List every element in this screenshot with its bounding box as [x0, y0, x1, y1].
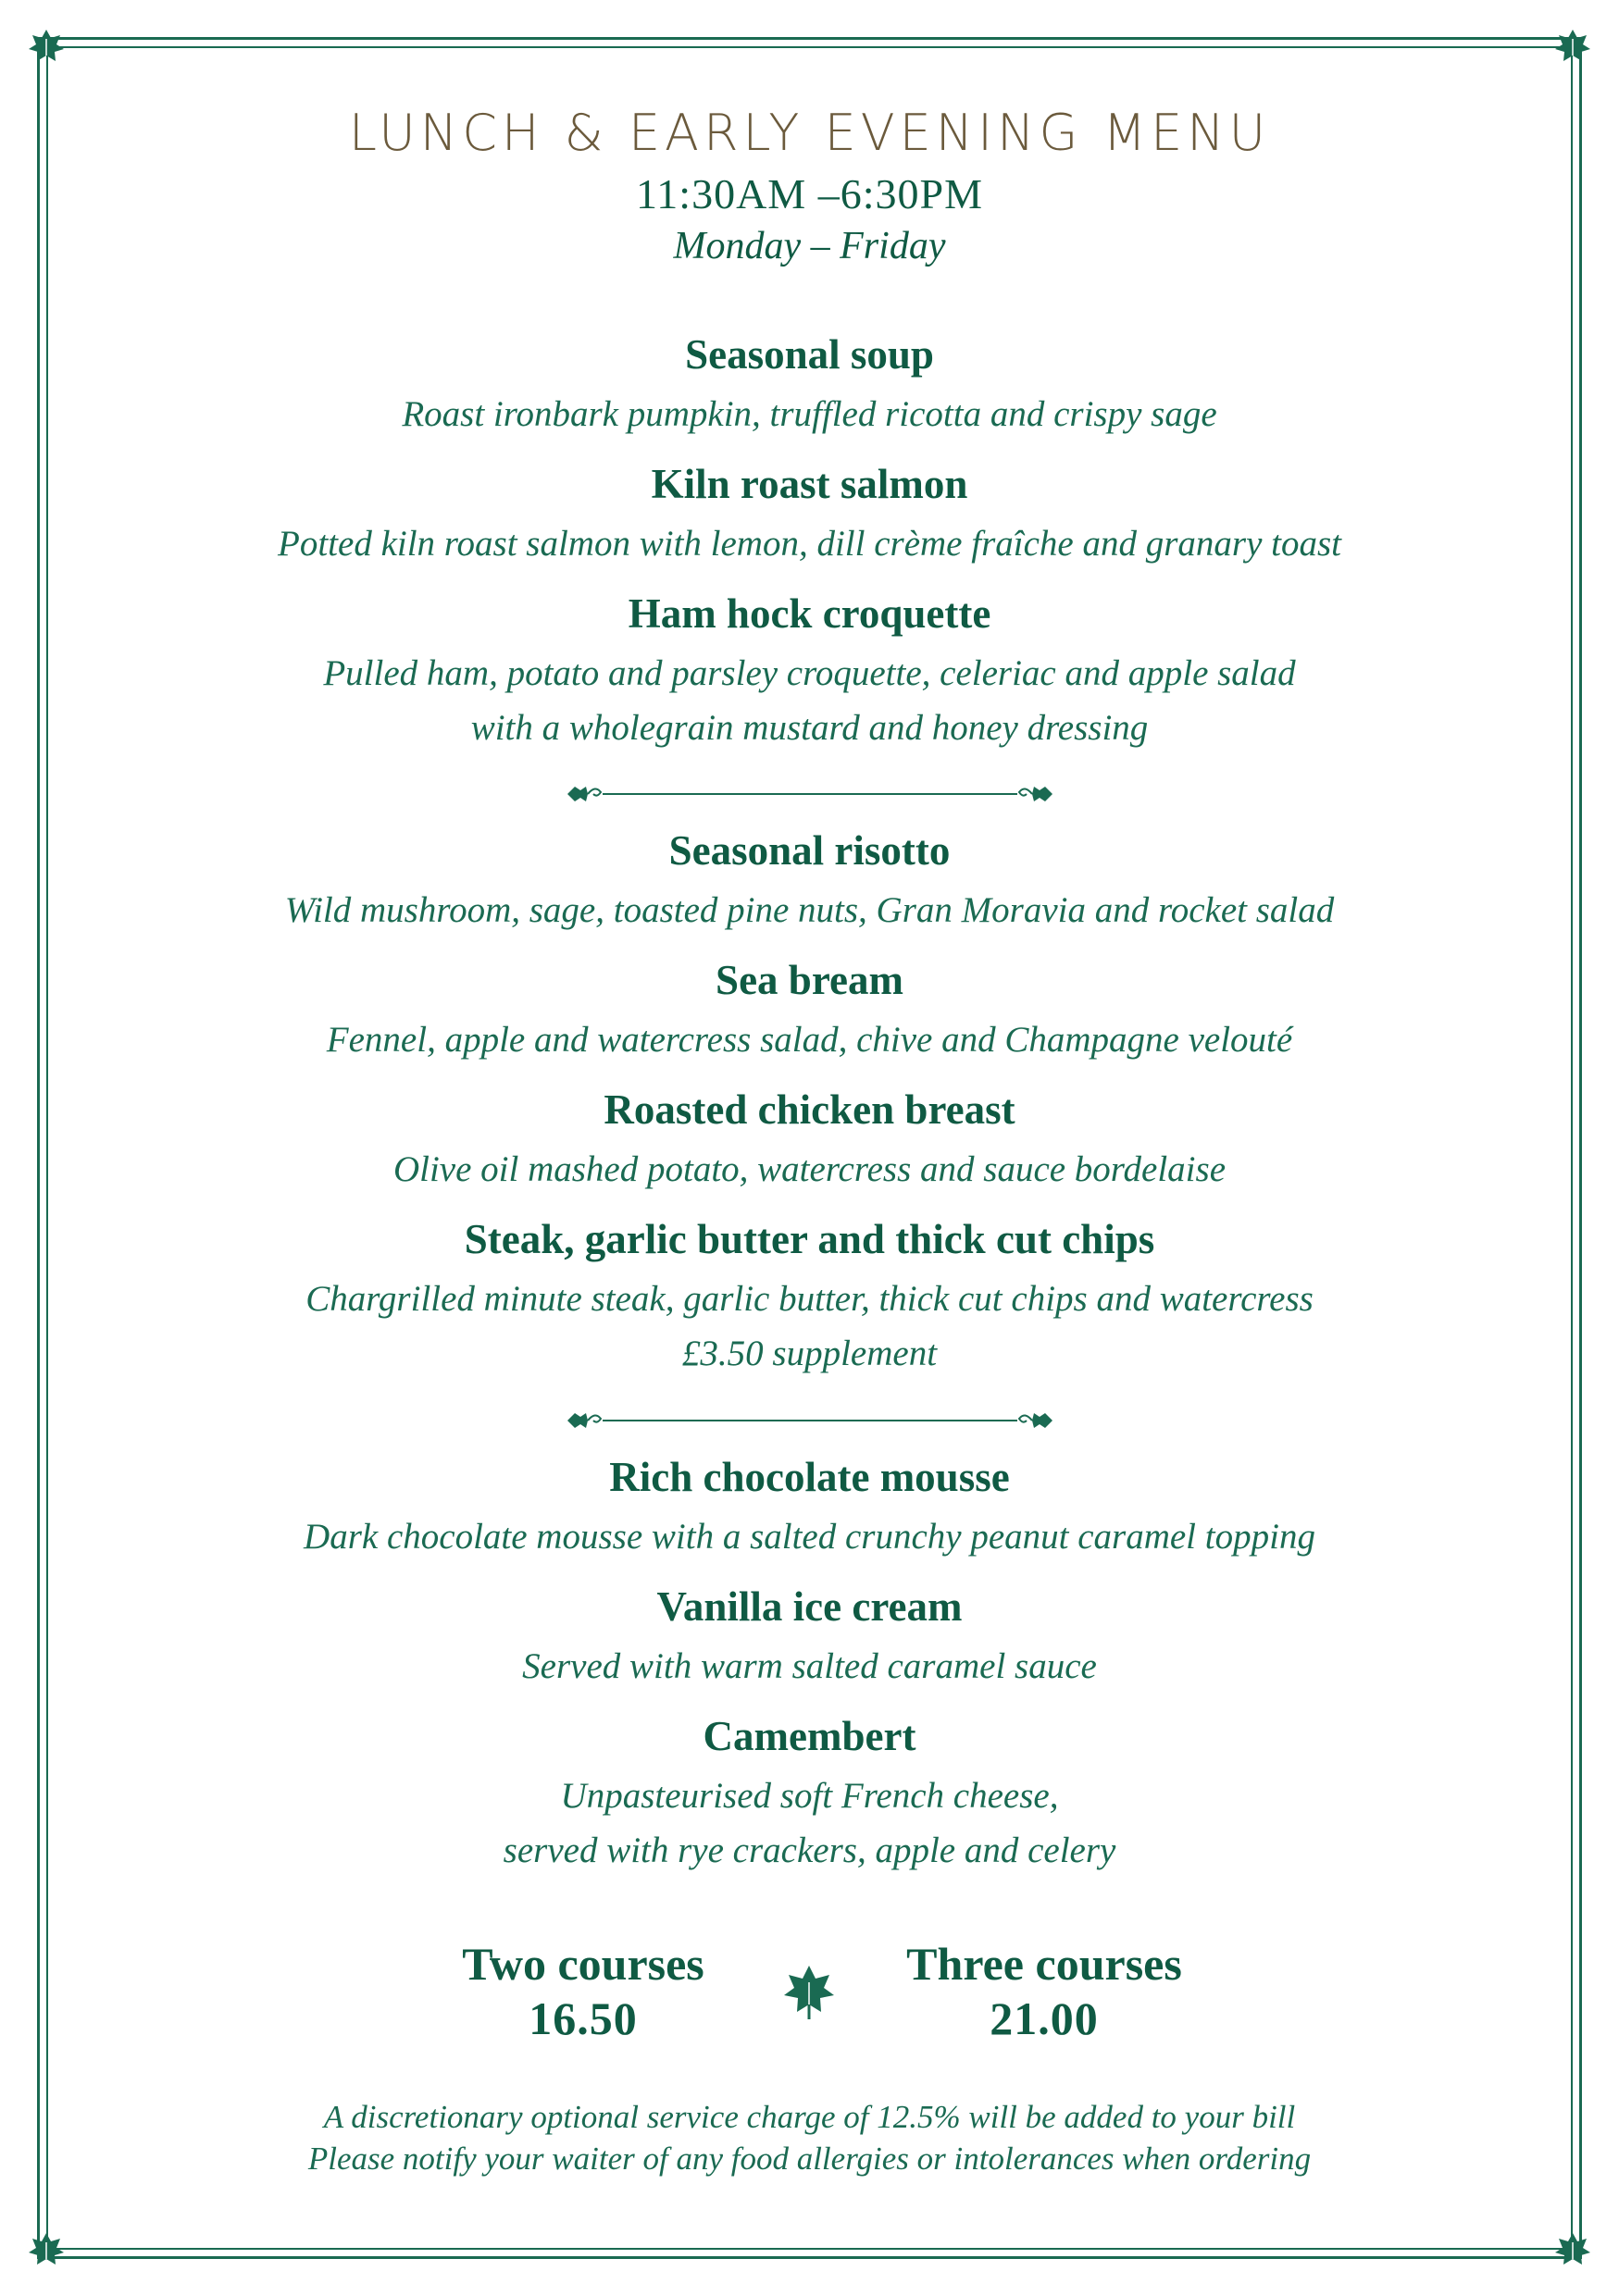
dish-name: Roasted chicken breast — [604, 1086, 1015, 1133]
dish-name: Kiln roast salmon — [651, 461, 968, 507]
dish-name: Ham hock croquette — [628, 590, 991, 637]
menu-title: LUNCH & EARLY EVENING MENU — [348, 104, 1271, 162]
menu-hours: 11:30AM –6:30PM — [636, 170, 983, 217]
dish-description: Served with warm salted caramel sauce — [522, 1646, 1097, 1686]
vine-divider-icon — [560, 776, 1060, 813]
three-courses-price: 21.00 — [990, 1992, 1099, 2044]
dish-name: Seasonal soup — [685, 331, 934, 378]
dish-name: Vanilla ice cream — [656, 1583, 963, 1630]
two-courses-label: Two courses — [462, 1938, 704, 1990]
dish-description: Potted kiln roast salmon with lemon, dill crème fraîche and granary toast — [278, 524, 1341, 564]
dish-description: Olive oil mashed potato, watercress and sauce bordelaise — [392, 1149, 1227, 1189]
dish-description: Dark chocolate mousse with a salted crunchy peanut caramel topping — [304, 1517, 1315, 1557]
dish-description: Chargrilled minute steak, garlic butter, thick cut chips and watercress £3.50 supplement — [305, 1279, 1314, 1373]
ivy-leaf-icon — [1552, 2229, 1593, 2270]
dish-name: Seasonal risotto — [668, 827, 951, 874]
two-courses-price: 16.50 — [529, 1992, 638, 2044]
allergy-note: Please notify your waiter of any food allergies or intolerances when ordering — [307, 2141, 1312, 2177]
dish-description: Pulled ham, potato and parsley croquette, celeriac and apple salad with a wholegrain mustard and honey dressing — [323, 653, 1296, 748]
dish-description: Wild mushroom, sage, toasted pine nuts, Gran Moravia and rocket salad — [284, 890, 1335, 930]
service-charge-note: A discretionary optional service charge of 12.5% will be added to your bill — [323, 2099, 1296, 2135]
ivy-leaf-icon — [26, 2229, 67, 2270]
dish-name: Sea bream — [716, 957, 903, 1003]
vine-divider-icon — [560, 1402, 1060, 1439]
dish-name: Steak, garlic butter and thick cut chips — [464, 1216, 1155, 1262]
dish-name: Camembert — [703, 1713, 916, 1759]
ivy-leaf-icon — [783, 1964, 835, 2021]
dish-description: Roast ironbark pumpkin, truffled ricotta and crispy sage — [402, 394, 1217, 434]
dish-description: Unpasteurised soft French cheese, served with rye crackers, apple and celery — [503, 1776, 1116, 1870]
menu-days: Monday – Friday — [673, 225, 946, 267]
dish-description: Fennel, apple and watercress salad, chive and Champagne velouté — [326, 1020, 1293, 1060]
ivy-leaf-icon — [1552, 26, 1593, 67]
dish-name: Rich chocolate mousse — [609, 1454, 1010, 1500]
ivy-leaf-icon — [26, 26, 67, 67]
three-courses-label: Three courses — [906, 1938, 1182, 1990]
